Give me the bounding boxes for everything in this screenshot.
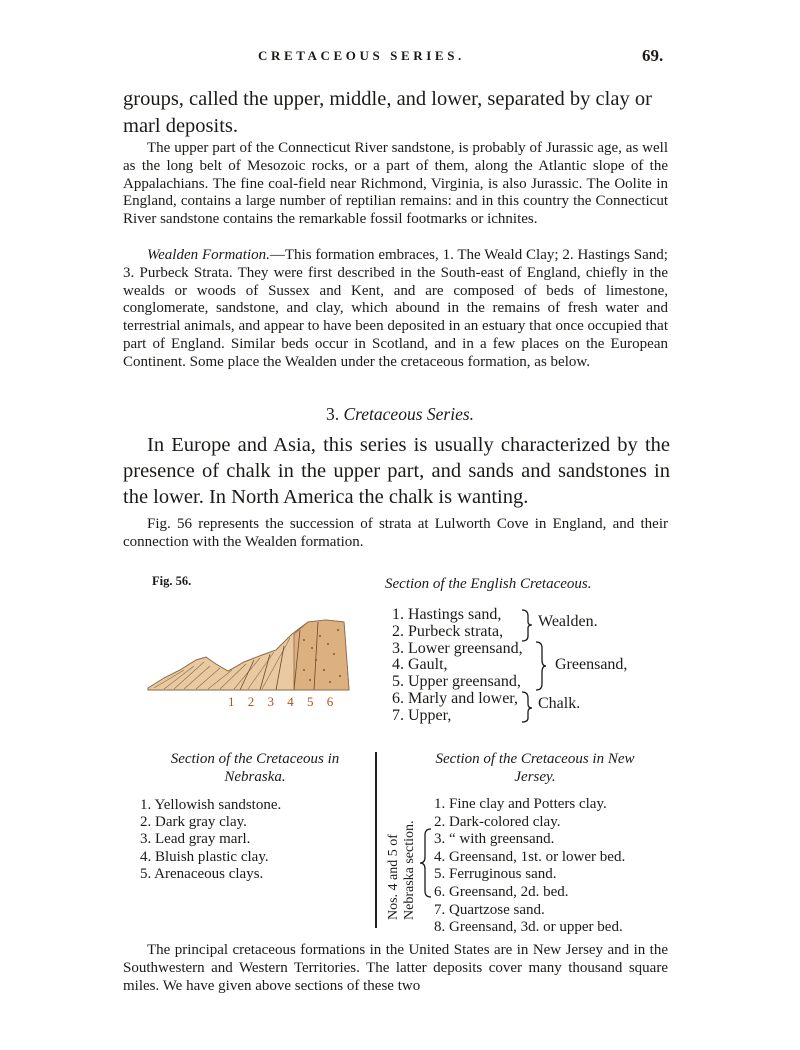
list-item: 5. Arenaceous clays. <box>140 865 264 882</box>
list-item: 1. Fine clay and Potters clay. <box>434 796 607 812</box>
list-item: 4. Greensand, 1st. or lower bed. <box>434 848 626 865</box>
list-item: 6. Greensand, 2d. bed. <box>434 883 569 900</box>
wealden-brace <box>522 610 532 641</box>
list-item: 4. Bluish plastic clay. <box>140 848 269 865</box>
group-greensand: Greensand, <box>555 656 628 673</box>
column-divider <box>375 752 377 928</box>
list-item: 3. Lead gray marl. <box>140 831 251 848</box>
list-item: 2. Dark-colored clay. <box>434 813 561 830</box>
intro-text: groups, called the upper, middle, and lower, separated by clay or marl deposits. <box>123 88 652 137</box>
list-item: 2. Purbeck strata, <box>392 622 504 640</box>
nebraska-reference-note: Nos. 4 and 5 of Nebraska section. <box>386 820 417 920</box>
section-heading <box>0 404 800 425</box>
figure-number-2: 2 <box>247 694 255 709</box>
list-item: 3. Lower greensand, <box>392 639 523 657</box>
list-item: 5. Upper greensand, <box>392 673 521 691</box>
chalk-brace <box>522 692 532 722</box>
group-wealden: Wealden. <box>538 613 598 630</box>
list-item: 6. Marly and lower, <box>392 689 518 707</box>
figure-number-3: 3 <box>267 694 274 709</box>
list-item: 5. Ferruginous sand. <box>434 866 557 883</box>
list-item: 1. Yellowish sandstone. <box>140 797 282 813</box>
nebraska-strata-list <box>140 797 281 883</box>
nebraska-caption <box>140 750 370 786</box>
group-chalk: Chalk. <box>538 695 581 712</box>
list-item: 2. Dark gray clay. <box>140 814 247 831</box>
figure-number-5: 5 <box>307 694 314 709</box>
figure-number-4: 4 <box>287 694 294 709</box>
running-title: CRETACEOUS SERIES. <box>258 48 465 63</box>
page-number: 69. <box>642 46 664 65</box>
nj-brace <box>419 827 433 899</box>
nebraska-caption-line1: Section of the Cretaceous in <box>170 751 340 767</box>
section-title: Cretaceous Series. <box>343 404 475 424</box>
lead-paragraph: In Europe and Asia, this series is usually characterized by the presence of chalk in the upper part, and sands and sandstones in the lower. In North America the chalk is wanting. <box>123 434 670 508</box>
english-strata-list <box>392 607 523 725</box>
wealden-lead: Wealden Formation. <box>147 247 270 263</box>
new-jersey-caption <box>395 750 675 786</box>
new-jersey-caption-line2: Jersey. <box>514 769 556 785</box>
list-item: 1. Hastings sand, <box>392 606 502 623</box>
closing-paragraph: The principal cretaceous formations in the United States are in New Jersey and in the Southwestern and Western Territories. The latter deposits cover many thousand square miles. We have given above sections of these two <box>123 942 668 994</box>
cliff-shape <box>294 620 349 690</box>
running-header <box>0 46 800 70</box>
wealden-text: —This formation embraces, 1. The Weald Clay; 2. Hastings Sand; 3. Purbeck Strata. They were first described in the South-east of England, chiefly in the wealds or woods of Sussex and Kent, and are composed of beds of limestone, conglomerate, sandstone, and clay, which abound in the remains of fresh water and terrestrial animals, and appear to have been deposited in an estuary that once occupied that part of England. Similar beds occur in Scotland, and in a few places on the European Continent. Some place the Wealden under the cretaceous formation, as below. <box>123 247 668 370</box>
new-jersey-caption-line1: Section of the Cretaceous in New <box>435 751 635 767</box>
greensand-brace <box>536 642 546 690</box>
paragraph-jurassic: The upper part of the Connecticut River sandstone, is probably of Jurassic age, as well as the long belt of Mesozoic rocks, or a part of them, along the Atlantic slope of the Appalachians. The fine coal-field near Richmond, Virginia, is also Jurassic. The Oolite in England, contains a large number of reptilian remains: and in this country the Connecticut River sandstone contains the remarkable fossil footmarks or ichnites. <box>123 140 668 228</box>
english-section-caption: Section of the English Cretaceous. <box>385 576 592 592</box>
list-item: 4. Gault, <box>392 656 448 674</box>
list-item: 7. Quartzose sand. <box>434 901 545 918</box>
list-item: 3. “ with greensand. <box>434 831 555 848</box>
figure-number-6: 6 <box>326 694 334 709</box>
section-number: 3. <box>325 404 340 424</box>
nebraska-caption-line2: Nebraska. <box>224 769 286 785</box>
figure-numbers <box>228 694 333 710</box>
figure-label: Fig. 56. <box>152 574 192 588</box>
list-item: 8. Greensand, 3d. or upper bed. <box>434 919 623 936</box>
figure-number-1: 1 <box>228 694 235 709</box>
new-jersey-strata-list <box>434 796 625 937</box>
list-item: 7. Upper, <box>392 706 452 724</box>
paragraph-wealden <box>123 247 668 372</box>
fig-paragraph: Fig. 56 represents the succession of strata at Lulworth Cove in England, and their connection with the Wealden formation. <box>123 516 668 550</box>
